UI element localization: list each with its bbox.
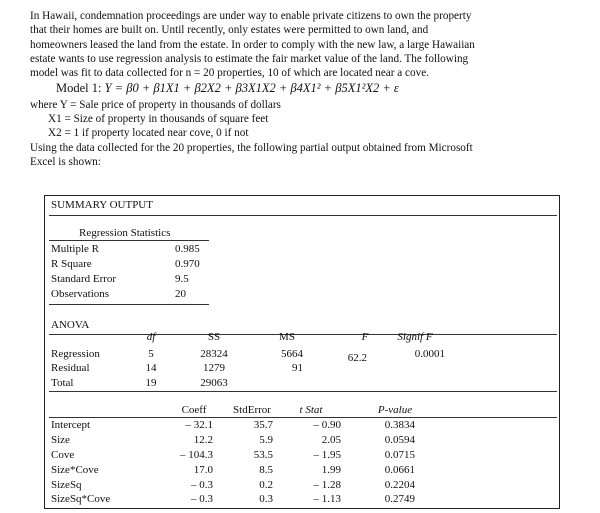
coef-value: – 32.1 (185, 419, 213, 431)
model-label: Model 1: (56, 81, 102, 95)
anova-df: 19 (145, 377, 157, 389)
coef-stderror: 8.5 (259, 464, 273, 476)
coef-value: – 0.3 (191, 493, 213, 505)
anova-row-label: Total (51, 377, 74, 389)
anova-ss: 1279 (203, 362, 225, 374)
coef-row-label: Intercept (51, 419, 91, 431)
intro-line: In Hawaii, condemnation proceedings are under way to enable private citizens to own the property (30, 10, 472, 22)
coef-col-coeff: Coeff (181, 404, 207, 416)
anova-ms: 5664 (281, 348, 303, 360)
anova-ms: 91 (292, 362, 303, 374)
anova-ss: 28324 (200, 348, 228, 360)
regstats-label: Observations (51, 288, 110, 300)
where-line: where Y = Sale price of property in thousands of dollars (30, 99, 281, 111)
definition-x2: X2 = 1 if property located near cove, 0 if not (48, 127, 249, 139)
divider (49, 391, 557, 392)
anova-f: 62.2 (347, 352, 367, 364)
anova-col-signif: Signif F (397, 331, 433, 343)
using-line: Excel is shown: (30, 156, 101, 169)
coef-tstat: – 0.90 (313, 419, 341, 431)
divider (49, 417, 557, 418)
coef-tstat: – 1.13 (313, 493, 341, 505)
intro-line: that their homes are built on. Until recently, only estates were permitted to own land, and (30, 24, 429, 37)
coef-stderror: 5.9 (259, 434, 273, 446)
regstats-label: Multiple R (51, 243, 99, 255)
anova-col-df: df (146, 331, 156, 343)
intro-line: homeowners leased the land from the estate. In order to comply with the new law, a large Hawaiian (30, 38, 475, 51)
coef-pvalue: 0.0594 (384, 434, 415, 446)
definition-x1: X1 = Size of property in thousands of square feet (48, 113, 269, 125)
anova-ss: 29063 (200, 377, 228, 389)
anova-sig: 0.0001 (414, 348, 445, 360)
coef-value: 17.0 (193, 464, 213, 476)
coef-row-label: SizeSq*Cove (51, 493, 111, 505)
regstats-label: R Square (51, 258, 92, 270)
coef-pvalue: 0.2204 (384, 479, 415, 491)
intro-line: estate wants to use regression analysis to estimate the fair market value of the land. The following (30, 52, 469, 65)
regstats-label: Standard Error (51, 273, 117, 285)
coef-stderror: 0.2 (259, 479, 273, 491)
coef-stderror: 53.5 (253, 449, 273, 461)
coef-stderror: 35.7 (253, 419, 273, 431)
anova-col-ss: SS (207, 331, 221, 343)
coef-value: 12.2 (193, 434, 213, 446)
divider (49, 304, 209, 305)
coef-row-label: Cove (51, 449, 75, 461)
coef-pvalue: 0.0715 (384, 449, 415, 461)
coef-tstat: 2.05 (321, 434, 341, 446)
regstats-heading: Regression Statistics (79, 227, 171, 239)
regstats-value: 9.5 (175, 273, 189, 285)
divider (49, 240, 209, 241)
anova-df: 14 (145, 362, 157, 374)
anova-df: 5 (148, 348, 154, 360)
coef-tstat: – 1.28 (313, 479, 341, 491)
model-equation (56, 81, 399, 95)
anova-heading: ANOVA (51, 319, 90, 331)
coef-tstat: – 1.95 (313, 449, 341, 461)
regstats-value: 20 (175, 288, 186, 300)
divider (49, 215, 557, 216)
regstats-value: 0.985 (175, 243, 200, 255)
coef-pvalue: 0.3834 (384, 419, 415, 431)
anova-row-label: Residual (51, 362, 90, 374)
model-formula: Y = β0 + β1X1 + β2X2 + β3X1X2 + β4X1² + β5X1²X2 + ε (104, 81, 399, 95)
coef-col-tstat: t Stat (299, 404, 323, 416)
using-paragraph (30, 141, 575, 170)
coef-pvalue: 0.2749 (384, 493, 415, 505)
anova-col-f: F (361, 331, 369, 343)
anova-col-ms: MS (279, 331, 295, 343)
anova-row-label: Regression (51, 348, 100, 360)
coef-stderror: 0.3 (259, 493, 273, 505)
using-line: Using the data collected for the 20 properties, the following partial output obtained from Microsoft (30, 142, 473, 154)
coef-row-label: Size*Cove (51, 464, 99, 476)
coef-col-stderror: StdError (233, 404, 271, 416)
coef-tstat: 1.99 (321, 464, 341, 476)
coef-row-label: Size (51, 434, 70, 446)
coef-value: – 104.3 (180, 449, 213, 461)
summary-output-table (44, 195, 560, 509)
coef-col-pvalue: P-value (377, 404, 413, 416)
regstats-value: 0.970 (175, 258, 200, 270)
intro-line: model was fit to data collected for n = 20 properties, 10 of which are located near a cove. (30, 67, 429, 80)
coef-value: – 0.3 (191, 479, 213, 491)
summary-title: SUMMARY OUTPUT (51, 199, 153, 211)
intro-paragraph (30, 9, 575, 80)
coef-row-label: SizeSq (51, 479, 82, 491)
coef-pvalue: 0.0661 (384, 464, 415, 476)
